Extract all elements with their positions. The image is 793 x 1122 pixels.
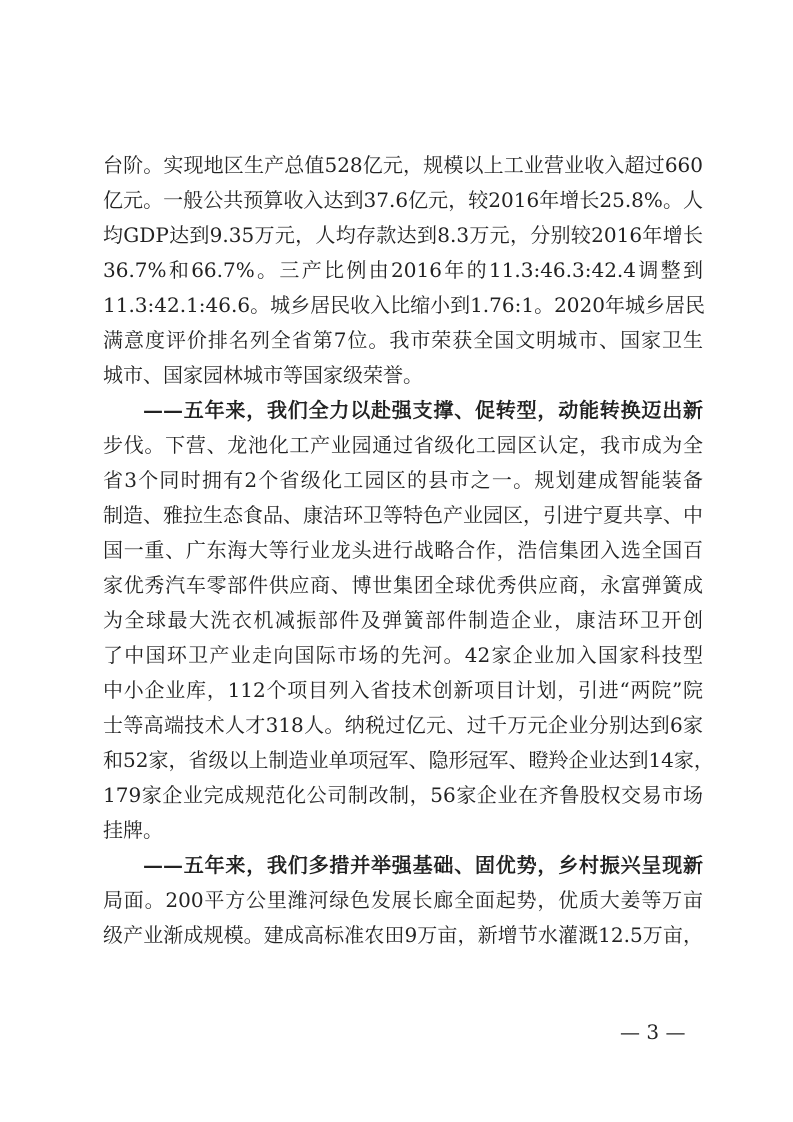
document-body (103, 148, 714, 953)
text-line: 11.3:42.1:46.6。城乡居民收入比缩小到1.76:1。2020年城乡居民 (103, 293, 705, 317)
text-line: 挂牌。 (103, 818, 163, 842)
text-line: 国一重、广东海大等行业龙头进行战略合作，浩信集团入选全国百 (103, 538, 703, 562)
text-line: 满意度评价排名列全省第7位。我市荣获全国文明城市、国家卫生 (103, 328, 703, 352)
text-line: 级产业渐成规模。建成高标准农田9万亩，新增节水灌溉12.5万亩， (103, 923, 703, 947)
text-line: 省3个同时拥有2个省级化工园区的县市之一。规划建成智能装备 (103, 468, 703, 492)
text-line: 了中国环卫产业走向国际市场的先河。42家企业加入国家科技型 (103, 643, 703, 667)
text-line: 179家企业完成规范化公司制改制，56家企业在齐鲁股权交易市场 (103, 783, 703, 807)
text-line: 步伐。下营、龙池化工产业园通过省级化工园区认定，我市成为全 (103, 433, 703, 457)
text-line: 和52家，省级以上制造业单项冠军、隐形冠军、瞪羚企业达到14家， (103, 748, 714, 772)
text-line: 台阶。实现地区生产总值528亿元，规模以上工业营业收入超过660 (103, 153, 703, 177)
text-line: 士等高端技术人才318人。纳税过亿元、过千万元企业分别达到6家 (103, 713, 703, 737)
text-line: 中小企业库，112个项目列入省技术创新项目计划，引进“两院”院 (103, 678, 703, 702)
text-line: 制造、雅拉生态食品、康洁环卫等特色产业园区，引进宁夏共享、中 (103, 503, 703, 527)
section-heading: ——五年来，我们多措并举强基础、固优势，乡村振兴呈现新 (143, 853, 703, 877)
text-line: 家优秀汽车零部件供应商、博世集团全球优秀供应商，永富弹簧成 (103, 573, 703, 597)
text-line: 局面。200平方公里潍河绿色发展长廊全面起势，优质大姜等万亩 (103, 888, 703, 912)
text-line: 亿元。一般公共预算收入达到37.6亿元，较2016年增长25.8%。人 (103, 188, 703, 212)
text-line: 城市、国家园林城市等国家级荣誉。 (103, 363, 423, 387)
section-heading: ——五年来，我们全力以赴强支撑、促转型，动能转换迈出新 (143, 398, 703, 422)
text-line: 均GDP达到9.35万元，人均存款达到8.3万元，分别较2016年增长 (103, 223, 703, 247)
text-line: 36.7%和66.7%。三产比例由2016年的11.3:46.3:42.4调整到 (103, 258, 703, 282)
text-line: 为全球最大洗衣机减振部件及弹簧部件制造企业，康洁环卫开创 (103, 608, 703, 632)
page-number: — 3 — (620, 1020, 686, 1044)
